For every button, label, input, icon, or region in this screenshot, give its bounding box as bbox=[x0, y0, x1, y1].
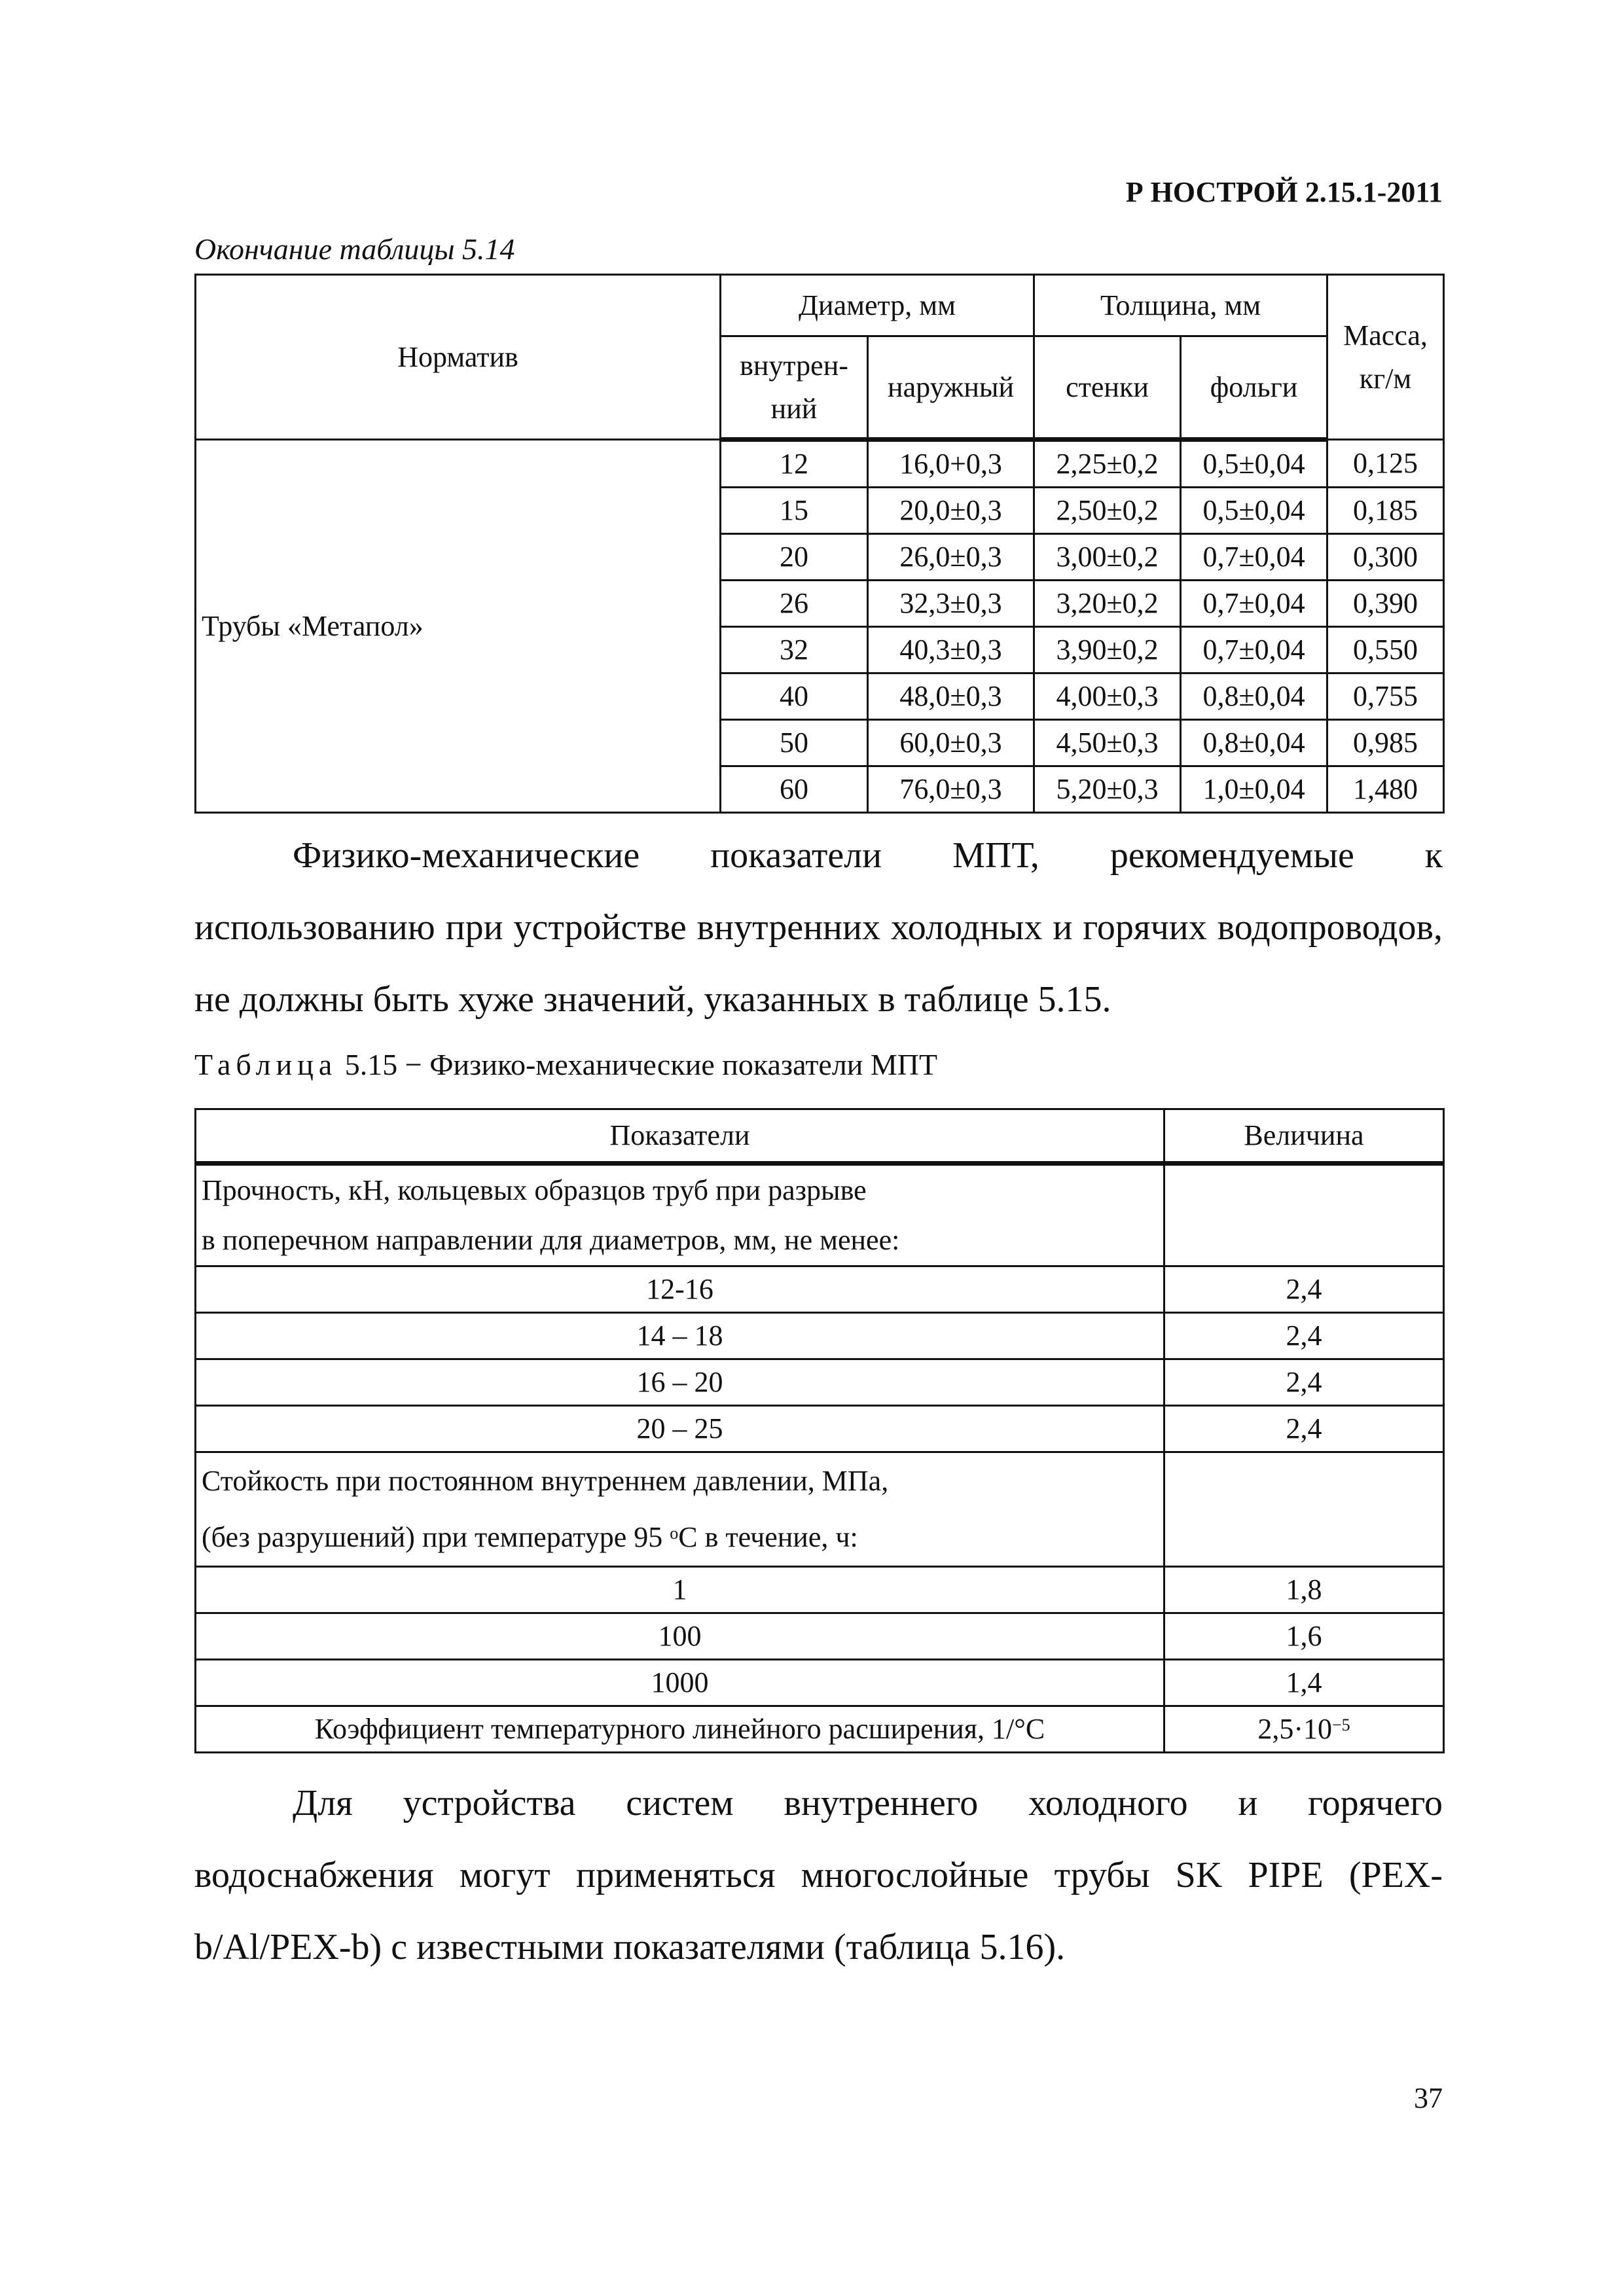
table-cell: 16,0+0,3 bbox=[868, 440, 1034, 488]
table-cell: 60,0±0,3 bbox=[868, 720, 1034, 766]
table-cell: 2,25±0,2 bbox=[1034, 440, 1181, 488]
table-row bbox=[196, 440, 1444, 488]
table-5-14-caption: Окончание таблицы 5.14 bbox=[194, 232, 515, 266]
table-row bbox=[196, 1359, 1444, 1406]
range-cell: 100 bbox=[196, 1613, 1164, 1660]
table-cell: 0,300 bbox=[1327, 534, 1444, 581]
table-cell: 0,7±0,04 bbox=[1181, 581, 1327, 627]
table-cell: 0,390 bbox=[1327, 581, 1444, 627]
value-cell: 1,8 bbox=[1164, 1567, 1444, 1613]
document-code: Р НОСТРОЙ 2.15.1-2011 bbox=[1125, 176, 1443, 208]
value-cell: 2,4 bbox=[1164, 1359, 1444, 1406]
table-row bbox=[196, 1660, 1444, 1706]
header-inner: внутрен-ний bbox=[721, 336, 868, 440]
value-cell: 2,4 bbox=[1164, 1313, 1444, 1359]
table-cell: 60 bbox=[721, 766, 868, 813]
table-cell: 0,8±0,04 bbox=[1181, 720, 1327, 766]
table-cell: 4,50±0,3 bbox=[1034, 720, 1181, 766]
paragraph-1: Физико-механические показатели МПТ, рекомендуемые к использованию при устройстве внутренних холодных и горячих водопроводов, не должны быть хуже значений, указанных в таблице 5.15. bbox=[194, 835, 1443, 1020]
table-cell: 32 bbox=[721, 627, 868, 673]
table-cell: 0,185 bbox=[1327, 488, 1444, 534]
table-cell: 0,550 bbox=[1327, 627, 1444, 673]
range-cell: 1000 bbox=[196, 1660, 1164, 1706]
table-cell: 0,755 bbox=[1327, 673, 1444, 720]
coef-label: Коэффициент температурного линейного расширения, 1/°С bbox=[196, 1706, 1164, 1753]
table-cell: 0,5±0,04 bbox=[1181, 488, 1327, 534]
table-cell: 0,125 bbox=[1327, 440, 1444, 488]
strength-value-empty bbox=[1164, 1164, 1444, 1266]
table-cell: 50 bbox=[721, 720, 868, 766]
table-cell: 15 bbox=[721, 488, 868, 534]
range-cell: 20 – 25 bbox=[196, 1406, 1164, 1452]
table-cell: 0,7±0,04 bbox=[1181, 627, 1327, 673]
table-row bbox=[196, 1406, 1444, 1452]
table-cell: 20 bbox=[721, 534, 868, 581]
header-outer: наружный bbox=[868, 336, 1034, 440]
header-diameter: Диаметр, мм bbox=[721, 275, 1034, 336]
table-cell: 3,00±0,2 bbox=[1034, 534, 1181, 581]
header-mass: Масса, кг/м bbox=[1327, 275, 1444, 440]
table-cell: 40,3±0,3 bbox=[868, 627, 1034, 673]
table-cell: 1,0±0,04 bbox=[1181, 766, 1327, 813]
table-cell: 32,3±0,3 bbox=[868, 581, 1034, 627]
table-cell: 0,7±0,04 bbox=[1181, 534, 1327, 581]
table-row bbox=[196, 1266, 1444, 1313]
value-cell: 1,4 bbox=[1164, 1660, 1444, 1706]
resist-value-empty bbox=[1164, 1452, 1444, 1567]
range-cell: 12-16 bbox=[196, 1266, 1164, 1313]
strength-label: Прочность, кН, кольцевых образцов труб при разрыве в поперечном направлении для диаметров, мм, не менее: bbox=[196, 1164, 1164, 1266]
table-cell: 0,985 bbox=[1327, 720, 1444, 766]
value-cell: 2,4 bbox=[1164, 1266, 1444, 1313]
coef-value: $2,5\cdot 10^{-5}$ bbox=[1164, 1706, 1444, 1753]
table-5-14 bbox=[194, 274, 1445, 814]
range-cell: 16 – 20 bbox=[196, 1359, 1164, 1406]
table-cell: 26,0±0,3 bbox=[868, 534, 1034, 581]
range-cell: 14 – 18 bbox=[196, 1313, 1164, 1359]
table-row bbox=[196, 1567, 1444, 1613]
table-5-15 bbox=[194, 1108, 1445, 1753]
table-row bbox=[196, 1313, 1444, 1359]
page-number: 37 bbox=[1414, 2082, 1443, 2114]
table-row bbox=[196, 1613, 1444, 1660]
table-cell: 5,20±0,3 bbox=[1034, 766, 1181, 813]
resist-label: Стойкость при постоянном внутреннем давлении, МПа, (без разрушений) при температуре 95 $^о$С в течение, ч: bbox=[196, 1452, 1164, 1567]
resist-rows bbox=[196, 1567, 1444, 1706]
table-cell: 3,20±0,2 bbox=[1034, 581, 1181, 627]
value-cell: 1,6 bbox=[1164, 1613, 1444, 1660]
table-cell: 40 bbox=[721, 673, 868, 720]
value-cell: 2,4 bbox=[1164, 1406, 1444, 1452]
range-cell: 1 bbox=[196, 1567, 1164, 1613]
table-5-14-body bbox=[196, 440, 1444, 813]
table-cell: 12 bbox=[721, 440, 868, 488]
table-cell: 4,00±0,3 bbox=[1034, 673, 1181, 720]
table-cell: 1,480 bbox=[1327, 766, 1444, 813]
table-cell: 2,50±0,2 bbox=[1034, 488, 1181, 534]
header-foil: фольги bbox=[1181, 336, 1327, 440]
table-cell: 48,0±0,3 bbox=[868, 673, 1034, 720]
table-cell: 0,5±0,04 bbox=[1181, 440, 1327, 488]
header-thickness: Толщина, мм bbox=[1034, 275, 1327, 336]
table-cell: 0,8±0,04 bbox=[1181, 673, 1327, 720]
table-cell: 20,0±0,3 bbox=[868, 488, 1034, 534]
table-cell: 26 bbox=[721, 581, 868, 627]
paragraph-2: Для устройства систем внутреннего холодного и горячего водоснабжения могут применяться многослойные трубы SK PIPE (PEX-b/Al/PEX-b) с известными показателями (таблица 5.16). bbox=[194, 1783, 1443, 1967]
table-5-15-title: Таблица 5.15 − Физико-механические показатели МПТ bbox=[194, 1048, 938, 1081]
table-cell: 76,0±0,3 bbox=[868, 766, 1034, 813]
header-value: Величина bbox=[1164, 1109, 1444, 1164]
header-wall: стенки bbox=[1034, 336, 1181, 440]
table-cell: 3,90±0,2 bbox=[1034, 627, 1181, 673]
row-label-metapol: Трубы «Метапол» bbox=[196, 440, 721, 813]
header-normativ: Норматив bbox=[196, 275, 721, 440]
strength-rows bbox=[196, 1266, 1444, 1452]
header-indicator: Показатели bbox=[196, 1109, 1164, 1164]
